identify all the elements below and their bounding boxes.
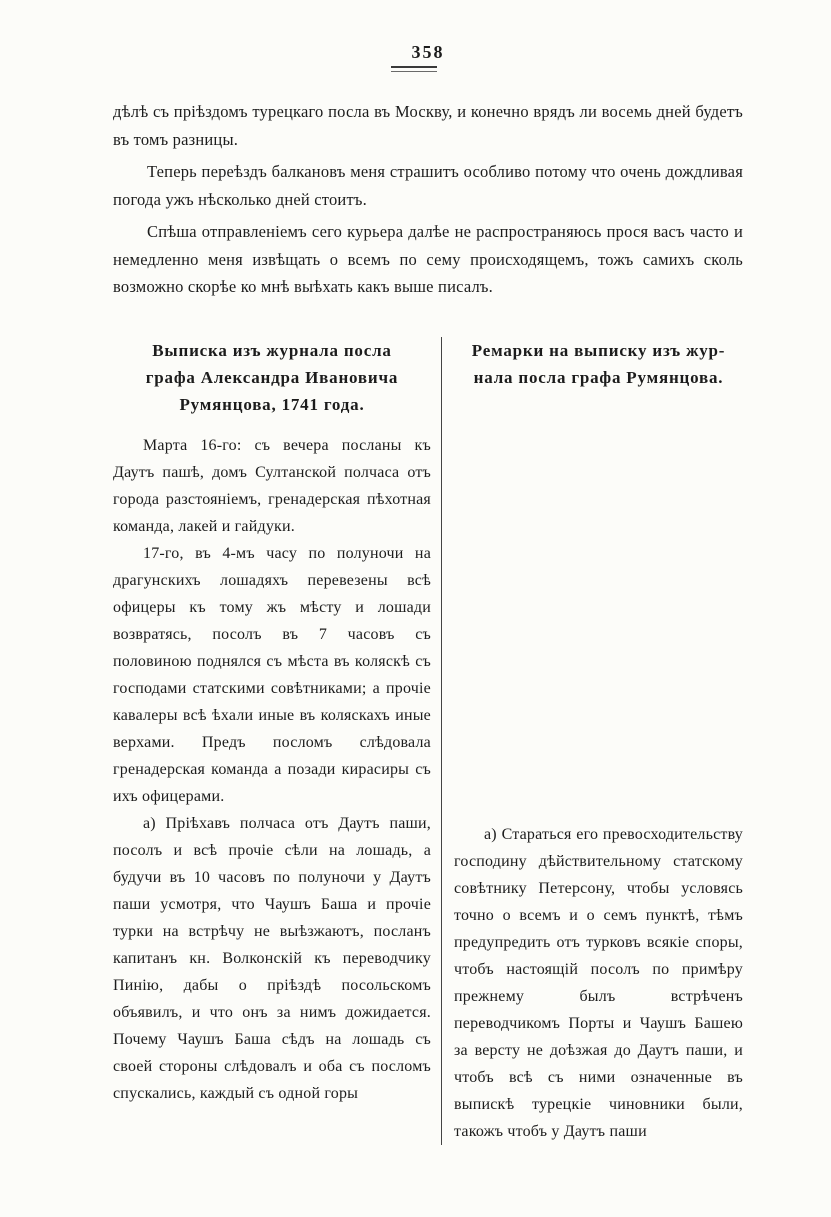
left-column-header-line: Выписка изъ журнала посла bbox=[152, 340, 392, 360]
right-column-header bbox=[454, 337, 743, 391]
two-column-section bbox=[113, 337, 743, 1145]
right-column-header-line: Ремарки на выписку изъ жур- bbox=[471, 340, 726, 360]
left-column-header-line: Румянцова, 1741 года. bbox=[179, 394, 365, 414]
left-column-header bbox=[113, 337, 431, 418]
intro-section bbox=[113, 98, 743, 301]
left-column-header-line: графа Александра Ивановича bbox=[145, 367, 399, 387]
left-column bbox=[113, 337, 441, 1145]
left-column-paragraph: Марта 16-го: съ вечера посланы къ Даутъ пашѣ, домъ Султанской полчаса отъ города разстояніемъ, гренадерская пѣхотная команда, лакей и гайдуки. bbox=[113, 436, 431, 535]
intro-paragraph: Спѣша отправленіемъ сего курьера далѣе не распространяюсь прося васъ часто и немедленно меня извѣщать о всемъ по сему происходящемъ, тожъ самихъ сколь возможно скорѣе ко мнѣ выѣхать какъ выше писалъ. bbox=[113, 222, 743, 296]
left-column-paragraph: а) Пріѣхавъ полчаса отъ Даутъ паши, посолъ и всѣ прочіе сѣли на лошадь, а будучи въ 10 часовъ по полуночи у Даутъ паши усмотря, что Чаушъ Баша и прочіе турки на встрѣчу не выѣзжаютъ, посланъ капитанъ кн. Волконскій къ переводчику Пинію, дабы о пріѣздѣ посольскомъ объявилъ, и что онъ за нимъ дожидается. Почему Чаушъ Баша сѣдъ на лошадь съ своей стороны слѣдовалъ и оба съ посломъ спускались, каждый съ одной горы bbox=[113, 814, 431, 1102]
left-column-paragraph: 17-го, въ 4-мъ часу по полуночи на драгунскихъ лошадяхъ перевезены всѣ офицеры къ тому жъ мѣсту и лошади возвратясь, посолъ въ 7 часовъ съ половиною поднялся съ мѣста въ коляскѣ съ господами статскими совѣтниками; а прочіе кавалеры всѣ ѣхали иные въ коляскахъ иные верхами. Предъ посломъ слѣдовала гренадерская команда а позади кирасиры съ ихъ офицерами. bbox=[113, 544, 431, 805]
page-number: 358 bbox=[411, 42, 445, 62]
page-number-rule bbox=[391, 66, 437, 72]
right-column-header-line: нала посла графа Румянцова. bbox=[473, 367, 724, 387]
right-column-paragraph: а) Стараться его превосходительству господину дѣйствительному статскому совѣтнику Петерсону, чтобы условясь точно о всемъ и о семъ пунктѣ, тѣмъ предупредить отъ турковъ всякіе споры, чтобъ настоящій посолъ по примѣру прежнему былъ встрѣченъ переводчикомъ Порты и Чаушъ Башею за версту не доѣзжая до Даутъ паши, и чтобъ всѣ съ ними означенные въ выпискѣ турецкіе чиновники были, такожъ чтобъ у Даутъ паши bbox=[454, 825, 743, 1140]
intro-paragraph: Теперь переѣздъ балкановъ меня страшитъ особливо потому что очень дождливая погода ужъ нѣсколько дней стоитъ. bbox=[113, 162, 743, 209]
intro-paragraph: дѣлѣ съ пріѣздомъ турецкаго посла въ Москву, и конечно врядъ ли восемь дней будетъ въ томъ разницы. bbox=[113, 102, 743, 149]
right-column bbox=[442, 337, 743, 1145]
